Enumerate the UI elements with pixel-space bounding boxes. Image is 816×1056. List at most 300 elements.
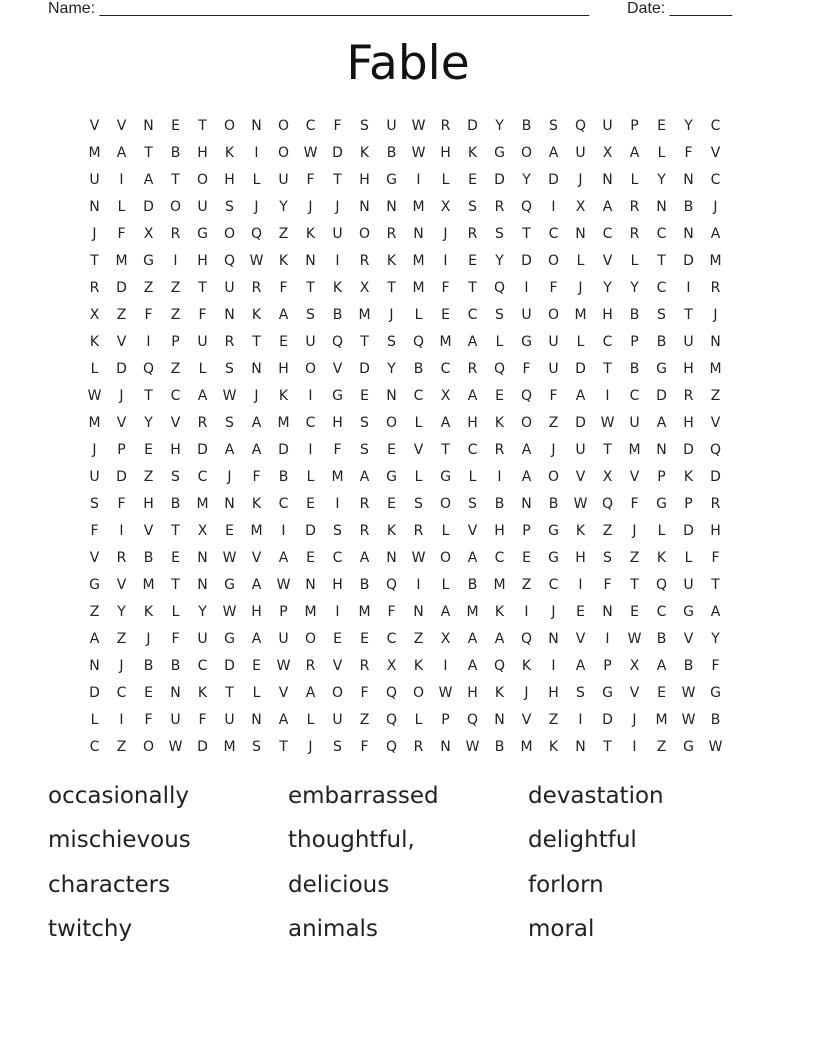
grid-row: [81, 166, 756, 193]
grid-letter: S: [333, 738, 342, 755]
grid-letter: R: [116, 549, 127, 566]
grid-letter: O: [547, 468, 560, 485]
grid-letter: D: [197, 738, 208, 755]
grid-letter: Z: [89, 603, 100, 620]
grid-letter: O: [358, 225, 371, 242]
grid-letter: E: [225, 522, 234, 539]
grid-letter: S: [549, 117, 558, 134]
word-list-item: embarrassed: [288, 783, 439, 809]
grid-letter: O: [331, 684, 344, 701]
grid-letter: S: [225, 198, 234, 215]
grid-letter: A: [467, 549, 478, 566]
grid-letter: U: [332, 711, 343, 728]
grid-letter: T: [144, 144, 153, 161]
date-field-label: Date: _______: [627, 0, 732, 17]
grid-letter: J: [308, 738, 313, 755]
grid-letter: Q: [709, 441, 722, 458]
grid-letter: Q: [601, 495, 614, 512]
grid-letter: B: [683, 198, 694, 215]
grid-letter: I: [524, 603, 529, 620]
grid-letter: A: [710, 225, 721, 242]
grid-letter: A: [521, 441, 532, 458]
grid-letter: E: [387, 495, 396, 512]
grid-letter: A: [359, 468, 370, 485]
grid-letter: C: [629, 387, 640, 404]
grid-letter: K: [467, 144, 478, 161]
grid-letter: G: [197, 225, 208, 242]
grid-letter: L: [576, 333, 585, 350]
grid-letter: A: [251, 630, 262, 647]
grid-letter: H: [710, 522, 721, 539]
grid-letter: J: [578, 279, 583, 296]
grid-letter: O: [169, 198, 182, 215]
grid-letter: V: [413, 441, 424, 458]
grid-letter: F: [522, 360, 531, 377]
grid-row: [81, 679, 756, 706]
word-list-item: devastation: [528, 783, 664, 809]
grid-letter: X: [629, 657, 640, 674]
grid-letter: C: [656, 603, 667, 620]
grid-letter: J: [578, 171, 583, 188]
grid-letter: L: [414, 414, 423, 431]
grid-letter: T: [657, 252, 666, 269]
grid-letter: B: [332, 306, 343, 323]
grid-letter: H: [575, 549, 586, 566]
letter-grid: [81, 112, 756, 760]
grid-letter: F: [90, 522, 99, 539]
grid-row: [81, 112, 756, 139]
grid-letter: N: [656, 198, 667, 215]
grid-letter: A: [548, 144, 559, 161]
grid-letter: D: [683, 441, 694, 458]
grid-letter: J: [146, 630, 151, 647]
grid-letter: I: [551, 198, 556, 215]
word-list-item: thoughtful,: [288, 827, 415, 854]
grid-letter: N: [251, 360, 262, 377]
grid-letter: H: [467, 684, 478, 701]
grid-letter: S: [225, 414, 234, 431]
grid-letter: T: [144, 387, 153, 404]
grid-letter: H: [440, 144, 451, 161]
grid-letter: L: [252, 684, 261, 701]
grid-letter: K: [197, 684, 208, 701]
grid-letter: S: [360, 414, 369, 431]
grid-letter: Y: [711, 630, 720, 647]
grid-letter: E: [576, 603, 585, 620]
grid-letter: W: [681, 711, 696, 728]
grid-letter: Z: [116, 738, 127, 755]
grid-letter: Q: [250, 225, 263, 242]
grid-letter: G: [521, 333, 532, 350]
grid-letter: K: [143, 603, 154, 620]
grid-letter: F: [333, 117, 342, 134]
word-list-item: delicious: [288, 871, 390, 898]
grid-letter: W: [276, 657, 291, 674]
grid-row: [81, 517, 756, 544]
grid-letter: J: [632, 522, 637, 539]
grid-row: [81, 355, 756, 382]
grid-letter: S: [360, 441, 369, 458]
grid-letter: W: [249, 252, 264, 269]
grid-letter: I: [119, 711, 124, 728]
grid-letter: C: [494, 549, 505, 566]
grid-letter: C: [710, 117, 721, 134]
grid-letter: D: [710, 468, 721, 485]
grid-letter: R: [359, 657, 370, 674]
grid-letter: A: [656, 657, 667, 674]
grid-letter: E: [387, 441, 396, 458]
grid-letter: U: [278, 171, 289, 188]
grid-letter: Z: [170, 279, 181, 296]
grid-letter: W: [627, 630, 642, 647]
grid-letter: W: [222, 387, 237, 404]
grid-letter: V: [467, 522, 478, 539]
grid-row: [81, 571, 756, 598]
name-field-label: Name: _______________________________________________________: [48, 0, 589, 17]
grid-letter: I: [416, 576, 421, 593]
grid-letter: H: [494, 522, 505, 539]
grid-letter: O: [277, 144, 290, 161]
grid-letter: D: [359, 360, 370, 377]
grid-letter: B: [278, 468, 289, 485]
grid-letter: Y: [657, 171, 666, 188]
grid-letter: O: [196, 171, 209, 188]
grid-letter: B: [521, 117, 532, 134]
grid-letter: J: [524, 684, 529, 701]
grid-letter: D: [89, 684, 100, 701]
grid-letter: S: [387, 333, 396, 350]
grid-letter: T: [711, 576, 720, 593]
grid-letter: A: [521, 468, 532, 485]
grid-row: [81, 247, 756, 274]
grid-letter: L: [468, 468, 477, 485]
grid-letter: N: [386, 549, 397, 566]
grid-letter: R: [305, 657, 316, 674]
grid-letter: O: [439, 549, 452, 566]
grid-letter: Z: [170, 360, 181, 377]
grid-letter: G: [386, 468, 397, 485]
grid-letter: M: [250, 522, 263, 539]
grid-letter: N: [89, 657, 100, 674]
grid-letter: J: [227, 468, 232, 485]
grid-letter: V: [89, 117, 100, 134]
grid-letter: O: [520, 414, 533, 431]
grid-letter: X: [89, 306, 100, 323]
grid-letter: E: [144, 441, 153, 458]
grid-letter: T: [603, 441, 612, 458]
grid-letter: B: [170, 144, 181, 161]
grid-letter: T: [198, 117, 207, 134]
grid-letter: C: [197, 657, 208, 674]
grid-letter: W: [276, 576, 291, 593]
grid-letter: N: [575, 738, 586, 755]
grid-letter: P: [522, 522, 531, 539]
grid-letter: E: [441, 306, 450, 323]
grid-letter: N: [386, 198, 397, 215]
grid-letter: I: [335, 252, 340, 269]
grid-letter: N: [224, 495, 235, 512]
grid-letter: U: [170, 711, 181, 728]
grid-letter: L: [171, 603, 180, 620]
grid-letter: O: [277, 117, 290, 134]
grid-letter: N: [89, 198, 100, 215]
grid-letter: E: [306, 549, 315, 566]
grid-letter: Z: [143, 468, 154, 485]
grid-letter: D: [575, 360, 586, 377]
word-list-item: delightful: [528, 827, 637, 854]
grid-letter: E: [360, 387, 369, 404]
grid-letter: W: [411, 144, 426, 161]
grid-letter: O: [547, 306, 560, 323]
grid-letter: T: [198, 279, 207, 296]
grid-letter: Y: [198, 603, 207, 620]
grid-letter: L: [441, 171, 450, 188]
grid-letter: L: [657, 144, 666, 161]
grid-letter: K: [251, 306, 262, 323]
grid-letter: C: [602, 333, 613, 350]
grid-letter: E: [171, 117, 180, 134]
grid-letter: F: [198, 306, 207, 323]
grid-letter: G: [440, 468, 451, 485]
grid-letter: H: [548, 684, 559, 701]
grid-letter: N: [197, 576, 208, 593]
grid-letter: V: [629, 684, 640, 701]
word-list-item: animals: [288, 915, 378, 942]
grid-letter: X: [575, 198, 586, 215]
grid-letter: D: [575, 414, 586, 431]
grid-letter: D: [224, 657, 235, 674]
grid-letter: E: [360, 630, 369, 647]
grid-letter: C: [278, 495, 289, 512]
grid-letter: M: [412, 279, 425, 296]
grid-letter: T: [603, 360, 612, 377]
grid-letter: G: [224, 630, 235, 647]
grid-letter: M: [520, 738, 533, 755]
grid-letter: A: [467, 630, 478, 647]
grid-letter: I: [254, 144, 259, 161]
grid-letter: L: [306, 711, 315, 728]
grid-letter: R: [467, 360, 478, 377]
grid-letter: W: [708, 738, 723, 755]
grid-letter: D: [305, 522, 316, 539]
grid-letter: L: [414, 468, 423, 485]
grid-letter: X: [602, 468, 613, 485]
grid-letter: J: [254, 198, 259, 215]
grid-letter: C: [413, 387, 424, 404]
grid-letter: F: [360, 738, 369, 755]
grid-letter: O: [385, 414, 398, 431]
grid-letter: O: [142, 738, 155, 755]
grid-letter: A: [197, 387, 208, 404]
grid-letter: R: [197, 414, 208, 431]
grid-letter: I: [497, 468, 502, 485]
grid-letter: Q: [493, 279, 506, 296]
grid-letter: G: [710, 684, 721, 701]
grid-letter: J: [335, 198, 340, 215]
grid-letter: B: [170, 495, 181, 512]
grid-letter: H: [332, 576, 343, 593]
grid-letter: A: [656, 414, 667, 431]
grid-letter: F: [549, 279, 558, 296]
grid-letter: S: [495, 225, 504, 242]
grid-letter: W: [465, 738, 480, 755]
grid-letter: D: [143, 198, 154, 215]
grid-letter: S: [171, 468, 180, 485]
grid-letter: H: [224, 171, 235, 188]
grid-row: [81, 463, 756, 490]
grid-letter: Y: [144, 414, 153, 431]
grid-letter: A: [89, 630, 100, 647]
grid-letter: D: [332, 144, 343, 161]
grid-letter: C: [467, 306, 478, 323]
grid-letter: E: [252, 657, 261, 674]
grid-letter: L: [657, 522, 666, 539]
grid-letter: V: [278, 684, 289, 701]
grid-letter: V: [116, 414, 127, 431]
grid-letter: I: [524, 279, 529, 296]
grid-letter: C: [305, 414, 316, 431]
grid-letter: C: [332, 549, 343, 566]
grid-letter: Q: [331, 333, 344, 350]
grid-letter: T: [522, 225, 531, 242]
grid-letter: L: [90, 360, 99, 377]
grid-letter: N: [494, 711, 505, 728]
grid-letter: M: [304, 603, 317, 620]
grid-letter: Y: [630, 279, 639, 296]
grid-letter: N: [440, 738, 451, 755]
grid-letter: A: [575, 387, 586, 404]
grid-letter: I: [335, 495, 340, 512]
grid-letter: L: [441, 522, 450, 539]
grid-letter: C: [656, 279, 667, 296]
grid-letter: Y: [684, 117, 693, 134]
grid-letter: Q: [385, 738, 398, 755]
word-list-item: mischievous: [48, 827, 191, 854]
grid-letter: A: [575, 657, 586, 674]
grid-letter: Z: [116, 630, 127, 647]
grid-letter: N: [548, 630, 559, 647]
grid-letter: N: [143, 117, 154, 134]
grid-letter: D: [548, 171, 559, 188]
grid-letter: R: [89, 279, 100, 296]
grid-letter: E: [522, 549, 531, 566]
grid-letter: I: [443, 657, 448, 674]
grid-letter: W: [573, 495, 588, 512]
grid-letter: M: [358, 603, 371, 620]
grid-letter: B: [629, 360, 640, 377]
grid-letter: B: [683, 657, 694, 674]
grid-letter: A: [278, 711, 289, 728]
grid-letter: S: [360, 117, 369, 134]
grid-letter: P: [603, 657, 612, 674]
grid-letter: M: [412, 198, 425, 215]
grid-letter: H: [197, 144, 208, 161]
grid-letter: I: [146, 333, 151, 350]
grid-letter: U: [224, 711, 235, 728]
grid-letter: W: [438, 684, 453, 701]
grid-letter: E: [630, 603, 639, 620]
grid-letter: J: [308, 198, 313, 215]
grid-letter: B: [143, 549, 154, 566]
grid-letter: M: [331, 468, 344, 485]
grid-letter: V: [602, 252, 613, 269]
grid-letter: Q: [520, 630, 533, 647]
grid-letter: W: [600, 414, 615, 431]
grid-letter: B: [710, 711, 721, 728]
grid-letter: W: [222, 603, 237, 620]
grid-letter: T: [90, 252, 99, 269]
grid-letter: R: [386, 225, 397, 242]
grid-letter: M: [466, 603, 479, 620]
grid-letter: F: [117, 495, 126, 512]
grid-letter: K: [494, 684, 505, 701]
grid-letter: H: [278, 360, 289, 377]
grid-letter: A: [251, 414, 262, 431]
grid-letter: N: [386, 387, 397, 404]
grid-letter: I: [605, 630, 610, 647]
grid-letter: V: [575, 468, 586, 485]
grid-letter: A: [467, 657, 478, 674]
grid-letter: E: [495, 387, 504, 404]
grid-letter: N: [602, 171, 613, 188]
grid-letter: B: [629, 306, 640, 323]
grid-letter: K: [575, 522, 586, 539]
grid-letter: R: [710, 495, 721, 512]
grid-letter: A: [278, 549, 289, 566]
grid-letter: R: [710, 279, 721, 296]
grid-letter: U: [197, 198, 208, 215]
grid-letter: W: [681, 684, 696, 701]
grid-letter: J: [551, 441, 556, 458]
grid-letter: U: [602, 117, 613, 134]
grid-row: [81, 625, 756, 652]
grid-letter: H: [197, 252, 208, 269]
grid-letter: A: [251, 576, 262, 593]
grid-letter: D: [467, 117, 478, 134]
grid-letter: M: [493, 576, 506, 593]
grid-letter: N: [170, 684, 181, 701]
grid-letter: F: [279, 279, 288, 296]
grid-letter: N: [656, 441, 667, 458]
grid-letter: L: [252, 171, 261, 188]
grid-letter: Z: [602, 522, 613, 539]
grid-letter: V: [143, 522, 154, 539]
grid-letter: J: [119, 657, 124, 674]
grid-row: [81, 436, 756, 463]
grid-letter: A: [305, 684, 316, 701]
grid-letter: J: [254, 387, 259, 404]
grid-letter: K: [224, 144, 235, 161]
puzzle-title: Fable: [346, 36, 470, 91]
grid-letter: S: [90, 495, 99, 512]
grid-letter: U: [548, 360, 559, 377]
grid-letter: V: [683, 630, 694, 647]
grid-letter: R: [413, 738, 424, 755]
grid-row: [81, 652, 756, 679]
grid-letter: Q: [385, 711, 398, 728]
grid-letter: X: [143, 225, 154, 242]
grid-letter: K: [656, 549, 667, 566]
grid-letter: L: [630, 171, 639, 188]
grid-letter: E: [144, 684, 153, 701]
grid-letter: F: [360, 684, 369, 701]
grid-letter: T: [252, 333, 261, 350]
grid-letter: L: [441, 576, 450, 593]
grid-letter: P: [684, 495, 693, 512]
grid-row: [81, 220, 756, 247]
grid-letter: N: [224, 306, 235, 323]
grid-letter: F: [603, 576, 612, 593]
